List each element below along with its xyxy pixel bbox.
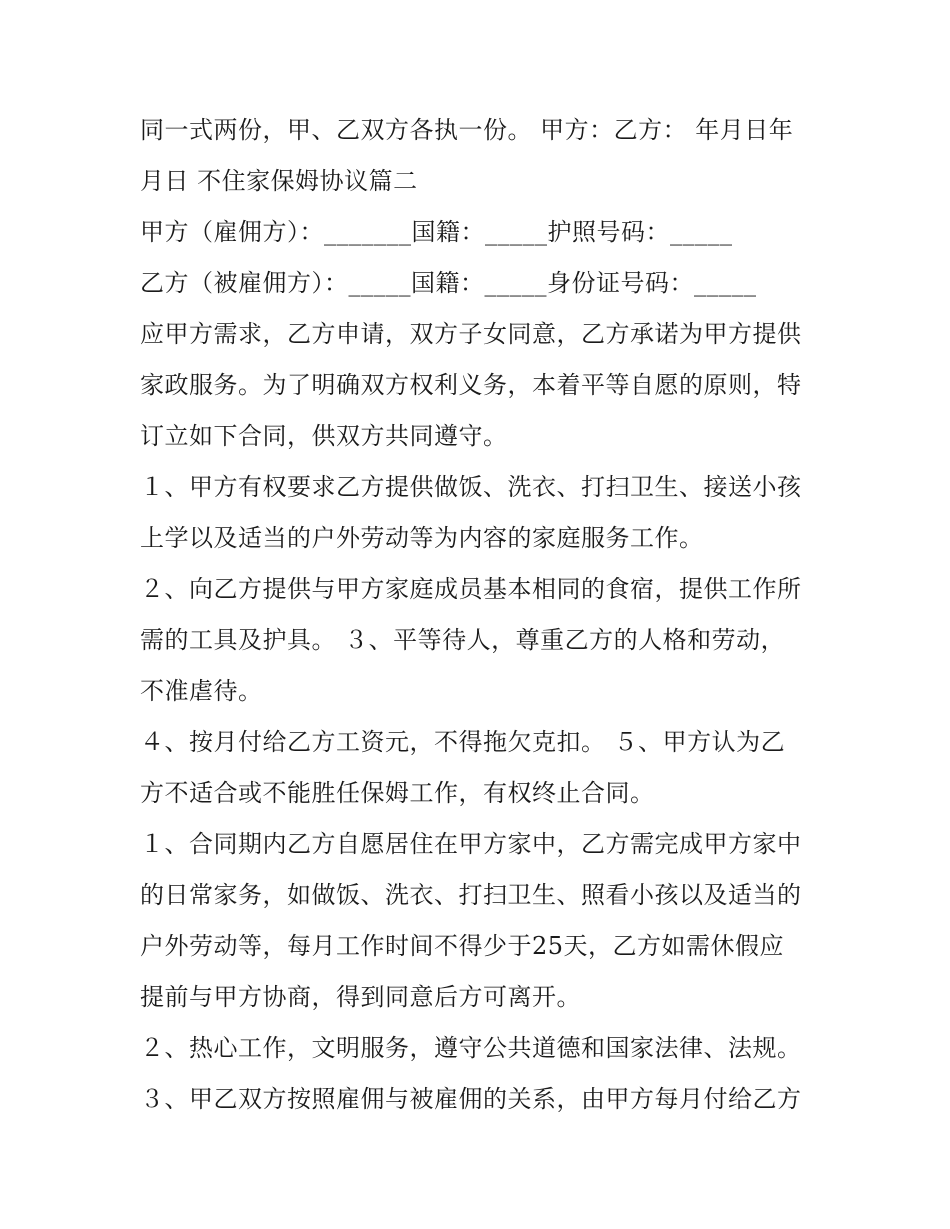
text-line: 方不适合或不能胜任保姆工作，有权终止合同。	[140, 779, 655, 807]
text-line: 乙方（被雇佣方）：_____国籍：_____身份证号码：_____	[140, 269, 757, 297]
text-line: 家政服务。为了明确双方权利义务，本着平等自愿的原则，特	[140, 371, 802, 399]
text-line: 需的工具及护具。 ３、平等待人，尊重乙方的人格和劳动，	[140, 626, 786, 654]
text-line: 月日 不住家保姆协议篇二	[140, 167, 418, 195]
text-line: 同一式两份，甲、乙双方各执一份。 甲方：乙方： 年月日年	[140, 116, 794, 144]
text-line: ２、向乙方提供与甲方家庭成员基本相同的食宿，提供工作所	[140, 575, 802, 603]
text-line: ４、按月付给乙方工资元，不得拖欠克扣。 ５、甲方认为乙	[140, 728, 786, 756]
text-line: 不准虐待。	[140, 677, 263, 705]
text-line: 户外劳动等，每月工作时间不得少于25天，乙方如需休假应	[140, 932, 785, 960]
text-line: 甲方（雇佣方）：_______国籍：_____护照号码：_____	[140, 218, 733, 246]
text-line: １、合同期内乙方自愿居住在甲方家中，乙方需完成甲方家中	[140, 830, 802, 858]
text-line: 的日常家务，如做饭、洗衣、打扫卫生、照看小孩以及适当的	[140, 881, 802, 909]
text-line: 提前与甲方协商，得到同意后方可离开。	[140, 983, 581, 1011]
text-line: 订立如下合同，供双方共同遵守。	[140, 422, 508, 450]
text-line: ２、热心工作，文明服务，遵守公共道德和国家法律、法规。	[140, 1034, 802, 1062]
text-line: 应甲方需求，乙方申请，双方子女同意，乙方承诺为甲方提供	[140, 320, 802, 348]
text-line: 上学以及适当的户外劳动等为内容的家庭服务工作。	[140, 524, 704, 552]
text-line: ３、甲乙双方按照雇佣与被雇佣的关系，由甲方每月付给乙方	[140, 1085, 802, 1113]
text-line: １、甲方有权要求乙方提供做饭、洗衣、打扫卫生、接送小孩	[140, 473, 802, 501]
